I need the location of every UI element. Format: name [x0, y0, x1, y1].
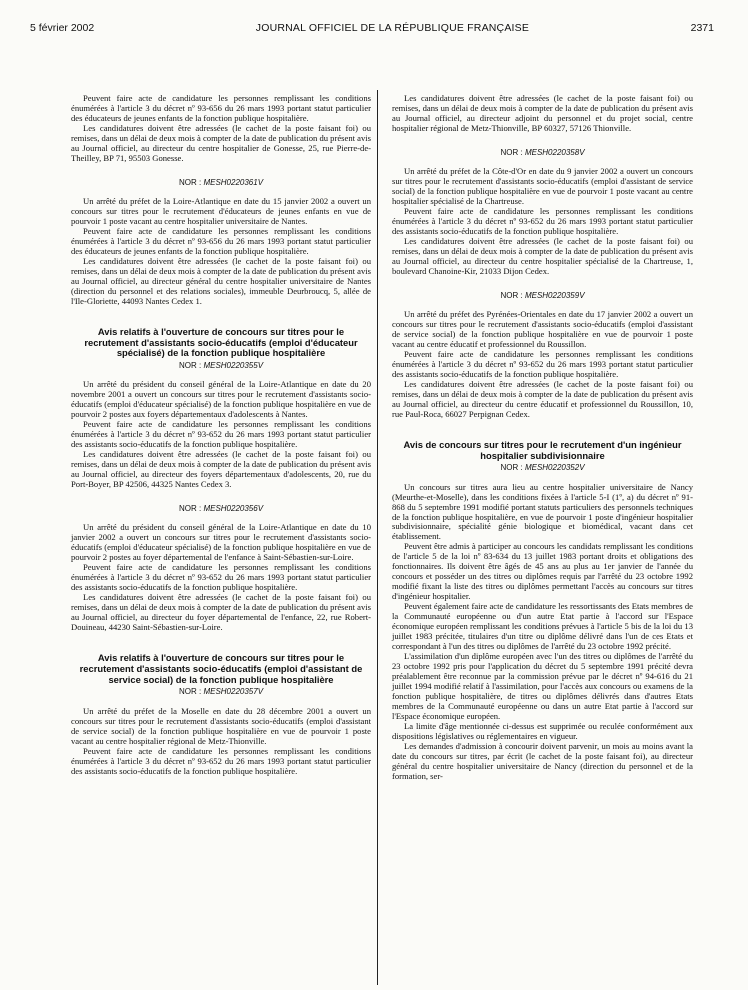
paragraph: Un arrêté du préfet de la Côte-d'Or en date du 9 janvier 2002 a ouvert un concours sur titres pour le recrutement d'assistants socio-éducatifs (emploi d'assistant de service social) de la fonction publique hospitalière en vue de pourvoir 1 poste vacant au centre hospitalier spécialisé de la Chartreuse.	[392, 166, 693, 207]
paragraph: Les candidatures doivent être adressées (le cachet de la poste faisant foi) ou remises, dans un délai de deux mois à compter de la date de publication du présent avis au Journal officiel, au directeur du centre hospitalier spécialisé de la Chartreuse, 1, boulevard Chanoine-Kir, 21033 Dijon Cedex.	[392, 235, 693, 276]
nor-reference	[71, 504, 371, 513]
paragraph: Les candidatures doivent être adressées (le cachet de la poste faisant foi) ou remises, dans un délai de deux mois à compter de la date de publication du présent avis au Journal officiel, au directeur adjoint du personnel et du projet social, centre hospitalier régional de Metz-Thionville, BP 60327, 57126 Thionville.	[392, 93, 693, 133]
nor-label: NOR :	[178, 504, 202, 514]
paragraph: Peuvent faire acte de candidature les personnes remplissant les conditions énumérées à l'article 3 du décret nº 93-652 du 26 mars 1993 portant statut particulier des assistants socio-éducatifs de la fonction publique hospitalière.	[71, 562, 371, 593]
page-header	[30, 22, 714, 36]
nor-label: NOR :	[178, 687, 202, 697]
nor-reference	[71, 361, 371, 370]
paragraph: Un arrêté du président du conseil général de la Loire-Atlantique en date du 10 janvier 2002 a ouvert un concours sur titres pour le recrutement d'assistants socio-éducatifs (emploi d'éducateur spécialisé) de la fonction publique hospitalière en vue de pourvoir 2 postes au foyer départemental de l'enfance à Saint-Sébastien-sur-Loire.	[71, 522, 371, 563]
left-column	[71, 94, 371, 776]
nor-code: MESH0220355V	[203, 361, 264, 371]
nor-reference	[392, 291, 693, 300]
nor-label: NOR :	[500, 463, 523, 473]
nor-code: MESH0220357V	[203, 687, 264, 697]
paragraph: Peuvent faire acte de candidature les personnes remplissant les conditions énumérées à l'article 3 du décret nº 93-652 du 26 mars 1993 portant statut particulier des assistants socio-éducatifs de la fonction publique hospitalière.	[71, 745, 371, 776]
nor-label: NOR :	[178, 361, 202, 371]
section-heading: Avis de concours sur titres pour le recrutement d'un ingénieur hospitalier subdivisionnaire	[403, 438, 682, 461]
nor-code: MESH0220359V	[524, 290, 585, 300]
section-heading: Avis relatifs à l'ouverture de concours sur titres pour le recrutement d'assistants socio-éducatifs (emploi d'éducateur spécialisé) de la fonction publique hospitalière	[84, 325, 358, 359]
nor-reference	[392, 148, 693, 157]
paragraph: Les candidatures doivent être adressées (le cachet de la poste faisant foi) ou remises, dans un délai de deux mois à compter de la date de publication du présent avis au Journal officiel, au directeur des foyers départementaux d'adolescents, 20, rue du Port-Boyer, BP 42506, 44325 Nantes Cedex 3.	[71, 449, 371, 490]
paragraph: Peuvent faire acte de candidature les personnes remplissant les conditions énumérées à l'article 3 du décret nº 93-652 du 26 mars 1993 portant statut particulier des assistants socio-éducatifs de la fonction publique hospitalière.	[71, 419, 371, 450]
nor-reference	[71, 687, 371, 696]
right-column	[392, 94, 693, 782]
nor-code: MESH0220356V	[203, 504, 264, 514]
paragraph: Peuvent faire acte de candidature les personnes remplissant les conditions énumérées à l'article 3 du décret nº 93-656 du 26 mars 1993 portant statut particulier des éducateurs de jeunes enfants de la fonction publique hospitalière.	[71, 225, 371, 256]
section-heading: Avis relatifs à l'ouverture de concours sur titres pour le recrutement d'assistants socio-éducatifs (emploi d'assistant de service social) de la fonction publique hospitalière	[79, 651, 363, 685]
paragraph: Les candidatures doivent être adressées (le cachet de la poste faisant foi) ou remises, dans un délai de deux mois à compter de la date de publication du présent avis au Journal officiel, au directeur général du centre hospitalier universitaire de Nantes (direction du personnel et des relations sociales), immeuble Deurbroucq, 5, allée de l'Ile-Gloriette, 44093 Nantes Cedex 1.	[71, 255, 371, 306]
nor-label: NOR :	[500, 290, 523, 300]
paragraph: Un arrêté du préfet de la Loire-Atlantique en date du 15 janvier 2002 a ouvert un concours sur titres pour le recrutement d'éducateurs de jeunes enfants en vue de pourvoir 1 poste vacant au centre hospitalier universitaire de Nantes.	[71, 196, 371, 226]
nor-label: NOR :	[500, 147, 523, 157]
header-date: 5 février 2002	[30, 22, 95, 34]
paragraph: La limite d'âge mentionnée ci-dessus est supprimée ou reculée conformément aux dispositions législatives ou réglementaires en vigueur.	[392, 720, 693, 741]
paragraph: Un concours sur titres aura lieu au centre hospitalier universitaire de Nancy (Meurthe-et-Moselle), dans les conditions fixées à l'article 5-I (1º, a) du décret nº 91-868 du 5 septembre 1991 modifié portant statuts particuliers des personnels techniques de la fonction publique hospitalière, en vue de pourvoir 1 poste d'ingénieur hospitalier subdivisionnaire, spécialité génie biologique et biomédical, vacant dans cet établissement.	[392, 481, 693, 542]
nor-code: MESH0220361V	[203, 177, 264, 187]
spacer	[71, 633, 371, 645]
nor-code: MESH0220352V	[524, 463, 585, 473]
paragraph: Peuvent être admis à participer au concours les candidats remplissant les conditions de l'article 5 de la loi nº 83-634 du 13 juillet 1983 portant droits et obligations des fonctionnaires. Ils doivent être âgés de 45 ans au plus au 1er janvier de l'année du concours et posséder un des titres ou diplômes requis par l'arrêté du 23 octobre 1992 modifié fixant la liste des titres ou diplômes permettant l'accès au concours sur titres d'ingénieur hospitalier.	[392, 541, 693, 602]
spacer	[71, 307, 371, 319]
paragraph: Peuvent également faire acte de candidature les ressortissants des Etats membres de la Communauté européenne ou d'un autre Etat partie à l'accord sur l'Espace économique européen remplissant les conditions prévues à l'article 5 bis de la loi du 13 juillet 1983 précitée, titulaires d'un titre ou diplôme délivré dans l'un de ces Etats et correspondant à l'un des titres ou diplômes de l'arrêté du 23 octobre 1992 précité.	[392, 601, 693, 652]
nor-reference	[392, 463, 693, 472]
paragraph: Un arrêté du préfet de la Moselle en date du 28 décembre 2001 a ouvert un concours sur titres pour le recrutement d'assistants socio-éducatifs (emploi d'assistant de service social) de la fonction publique hospitalière en vue de pourvoir 1 poste vacant au centre hospitalier régional de Metz-Thionville.	[71, 705, 371, 746]
paragraph: Peuvent faire acte de candidature les personnes remplissant les conditions énumérées à l'article 3 du décret nº 93-652 du 26 mars 1993 portant statut particulier des assistants socio-éducatifs de la fonction publique hospitalière.	[392, 348, 693, 379]
column-rule	[377, 90, 378, 985]
paragraph: Les candidatures doivent être adressées (le cachet de la poste faisant foi) ou remises, dans un délai de deux mois à compter de la date de publication du présent avis au Journal officiel, au directeur du centre hospitalier de Gonesse, 25, rue Pierre-de-Theilley, BP 71, 95503 Gonesse.	[71, 122, 371, 163]
nor-label: NOR :	[178, 177, 202, 187]
nor-reference	[71, 178, 371, 187]
header-title: JOURNAL OFFICIEL DE LA RÉPUBLIQUE FRANÇAISE	[255, 22, 530, 34]
header-page-number: 2371	[690, 22, 714, 34]
paragraph: Peuvent faire acte de candidature les personnes remplissant les conditions énumérées à l'article 3 du décret nº 93-652 du 26 mars 1993 portant statut particulier des assistants socio-éducatifs de la fonction publique hospitalière.	[392, 206, 693, 236]
paragraph: Un arrêté du président du conseil général de la Loire-Atlantique en date du 20 novembre 2001 a ouvert un concours sur titres pour le recrutement d'assistants socio-éducatifs (emploi d'éducateur spécialisé) de la fonction publique hospitalière en vue de pourvoir 2 postes aux foyers départementaux d'adolescents à Nantes.	[71, 379, 371, 420]
paragraph: L'assimilation d'un diplôme européen avec l'un des titres ou diplômes de l'arrêté du 23 octobre 1992 pris pour l'application du décret du 5 septembre 1991 précité devra préalablement être reconnue par la commission prévue par le décret nº 94-616 du 21 juillet 1994 modifié relatif à l'assimilation, pour l'accès aux concours ou examens de la fonction publique hospitalière, de titres ou diplômes délivrés dans d'autres Etats membres de la Communauté européenne ou dans un autre Etat partie à l'accord sur l'Espace économique européen.	[392, 651, 693, 721]
paragraph: Les candidatures doivent être adressées (le cachet de la poste faisant foi) ou remises, dans un délai de deux mois à compter de la date de publication du présent avis au Journal officiel, au directeur du centre éducatif et professionnel du Roussillon, 10, rue Paul-Roca, 66027 Perpignan Cedex.	[392, 378, 693, 419]
spacer	[392, 420, 693, 432]
nor-code: MESH0220358V	[524, 147, 585, 157]
paragraph: Un arrêté du préfet des Pyrénées-Orientales en date du 17 janvier 2002 a ouvert un concours sur titres pour le recrutement d'assistants socio-éducatifs (emploi d'assistant de service social) de la fonction publique hospitalière en vue de pourvoir 1 poste vacant au centre éducatif et professionnel du Roussillon.	[392, 309, 693, 349]
paragraph: Les demandes d'admission à concourir doivent parvenir, un mois au moins avant la date du concours sur titres, par écrit (le cachet de la poste faisant foi), au directeur général du centre hospitalier universitaire de Nancy (direction du personnel et de la formation, ser-	[392, 740, 693, 781]
paragraph: Peuvent faire acte de candidature les personnes remplissant les conditions énumérées à l'article 3 du décret nº 93-656 du 26 mars 1993 portant statut particulier des éducateurs de jeunes enfants de la fonction publique hospitalière.	[71, 93, 371, 123]
paragraph: Les candidatures doivent être adressées (le cachet de la poste faisant foi) ou remises, dans un délai de deux mois à compter de la date de publication du présent avis au Journal officiel, au directeur du foyer départemental de l'enfance, 22, rue Robert-Douineau, 44230 Saint-Sébastien-sur-Loire.	[71, 592, 371, 633]
